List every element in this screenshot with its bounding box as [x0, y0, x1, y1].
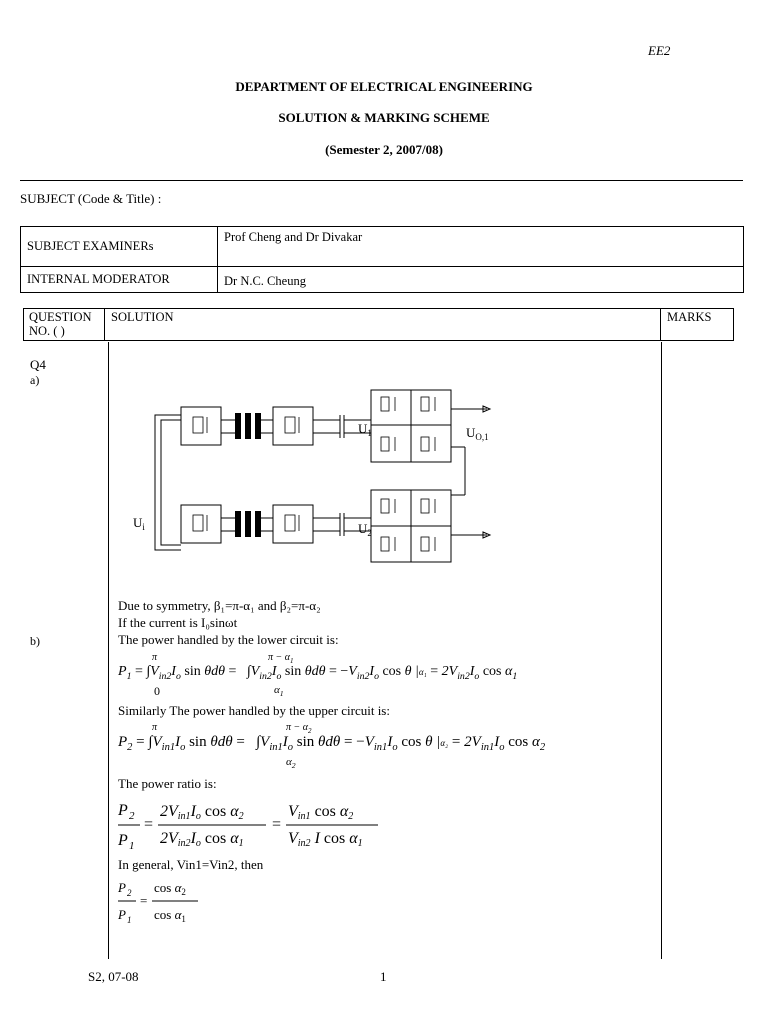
svg-text:1: 1	[129, 840, 135, 852]
moderator-value: Dr N.C. Cheung	[218, 267, 744, 293]
svg-text:P: P	[118, 880, 126, 895]
examiner-table	[20, 226, 744, 293]
svg-text:Vin2 I cos α1: Vin2 I cos α1	[288, 830, 363, 849]
department-title: DEPARTMENT OF ELECTRICAL ENGINEERING	[235, 79, 533, 94]
svg-text:P: P	[118, 832, 128, 849]
equation-p2: π $\pi - \alpha_2$ $P_2 = \int V_{in1}I_o$ $\sin \theta d\theta = \int V_{in1}I_o$ $\sin \theta d\theta = -V_{in1}I_o$ cos θ $|\alpha_2 = 2V_{in1}I_o$ $\cos \alpha_2$ $\alpha_2$	[118, 722, 546, 771]
svg-text:Vin1 cos α2: Vin1 cos α2	[288, 803, 354, 822]
footer-left: S2, 07-08	[88, 969, 139, 984]
examiners-label: SUBJECT EXAMINERs	[21, 227, 218, 267]
lower-power-intro: The power handled by the lower circuit is:	[118, 632, 339, 647]
equation-ratio	[116, 797, 396, 853]
examiners-value: Prof Cheng and Dr Divakar	[218, 227, 744, 267]
semester-title: (Semester 2, 2007/08)	[325, 142, 443, 157]
svg-text:cos α2: $\cos \alpha_2$	[154, 880, 186, 897]
scheme-title: SOLUTION & MARKING SCHEME	[278, 110, 490, 125]
svg-text:2: 2	[129, 810, 135, 822]
marks-col-header: MARKS	[661, 309, 734, 341]
page-number: 1	[380, 969, 387, 984]
svg-text:1: 1	[127, 915, 132, 925]
col-divider-right	[661, 342, 662, 959]
question-number: Q4	[30, 357, 46, 372]
header-divider	[20, 180, 743, 181]
part-a-label: a)	[30, 373, 40, 387]
svg-text:2Vin2Io cos α1: 2Vin2Io cos α1	[160, 830, 244, 849]
svg-text:=: =	[144, 816, 154, 833]
solution-col-header: SOLUTION	[105, 309, 661, 341]
ratio-intro: The power ratio is:	[118, 776, 217, 791]
label-u2: $U_2$	[358, 521, 372, 538]
solution-table-header	[23, 308, 734, 341]
svg-text:=: =	[140, 893, 148, 908]
part-b-label: b)	[30, 634, 40, 648]
equation-p1: π $\pi - \alpha_1$ $P_1 = \int V_{in2}I_o$ $\sin \theta d\theta = \int V_{in2}I_o$ $\sin \theta d\theta = -V_{in2}I_o$ cos θ $|\alpha_1 = 2V_{in2}I_o$ $\cos \alpha_1$ 0 $\alpha_1$	[118, 652, 518, 699]
equation-final	[116, 877, 226, 925]
svg-text:P: P	[118, 802, 128, 819]
col-divider-left	[108, 342, 109, 959]
subject-label: SUBJECT (Code & Title) :	[20, 191, 162, 206]
label-uo: $U_{O,1}$	[466, 425, 489, 442]
svg-text:2Vin1Io cos α2: 2Vin1Io cos α2	[160, 803, 244, 822]
svg-text:P: P	[118, 907, 126, 922]
current-text: If the current is I₀sinωt	[118, 615, 238, 630]
svg-text:2: 2	[127, 888, 132, 898]
course-code: EE2	[648, 43, 671, 58]
svg-text:cos α1: $\cos \alpha_1$	[154, 907, 186, 924]
general-text: In general, Vin1=Vin2, then	[118, 857, 264, 872]
label-u1: $U_1$	[358, 421, 372, 438]
converter-circuit-diagram	[125, 385, 505, 575]
svg-text:=: =	[272, 816, 282, 833]
symmetry-text: Due to symmetry, β₁=π-α₁ and β₂=π-α₂	[118, 598, 321, 613]
upper-power-intro: Similarly The power handled by the upper circuit is:	[118, 703, 390, 718]
label-ui: $U_i$	[133, 515, 145, 532]
moderator-label: INTERNAL MODERATOR	[21, 267, 218, 293]
question-col-header: QUESTION NO. ( )	[24, 309, 105, 341]
